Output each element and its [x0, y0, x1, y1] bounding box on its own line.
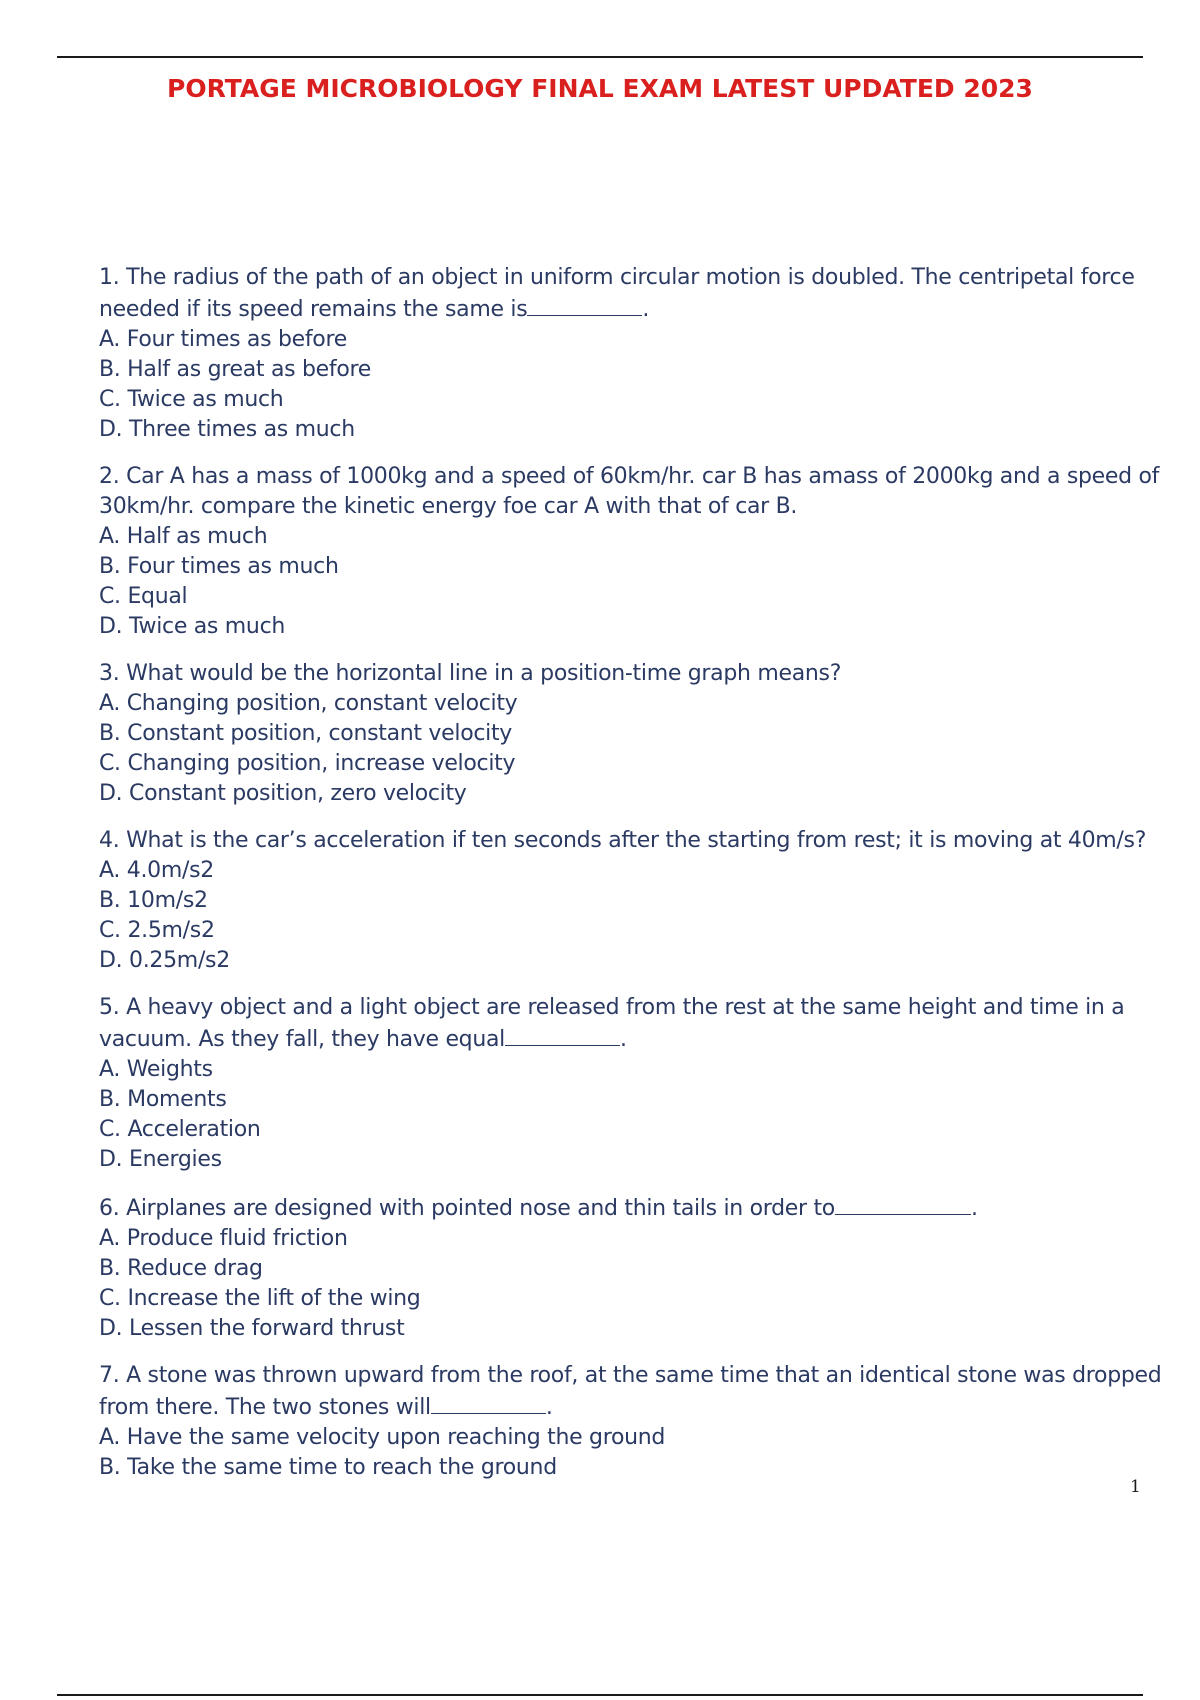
answer-blank: [431, 1391, 546, 1414]
question-3-option-d: D. Constant position, zero velocity: [99, 781, 467, 806]
question-6-line-1-text: 6. Airplanes are designed with pointed nose and thin tails in order to: [99, 1196, 835, 1221]
question-2-option-d: D. Twice as much: [99, 614, 286, 639]
question-1-option-d: D. Three times as much: [99, 417, 355, 442]
top-rule: [57, 56, 1143, 58]
question-7-option-b: B. Take the same time to reach the ground: [99, 1455, 557, 1480]
question-4-option-c: C. 2.5m/s2: [99, 918, 215, 943]
questions-list: [99, 263, 1162, 1500]
question-5-line-2-text: vacuum. As they fall, they have equal: [99, 1027, 505, 1052]
question-1-line-1: 1. The radius of the path of an object in uniform circular motion is doubled. The centripetal force: [99, 265, 1135, 290]
question-1-line-2: [99, 293, 1159, 325]
question-2-option-c: C. Equal: [99, 584, 188, 609]
question-6-option-a: A. Produce fluid friction: [99, 1226, 348, 1251]
question-2-option-a: A. Half as much: [99, 524, 268, 549]
question-1-option-c: C. Twice as much: [99, 387, 284, 412]
question-7-line-2-end: .: [545, 1395, 553, 1420]
question-7-option-a: A. Have the same velocity upon reaching the ground: [99, 1425, 666, 1450]
question-1-line-2-end: .: [642, 297, 650, 322]
answer-blank: [505, 1023, 620, 1046]
question-5-line-1: 5. A heavy object and a light object are released from the rest at the same height and time in a: [99, 995, 1125, 1020]
question-7-line-1: 7. A stone was thrown upward from the roof, at the same time that an identical stone was dropped: [99, 1363, 1162, 1388]
question-5-option-d: D. Energies: [99, 1147, 222, 1172]
question-1-option-a: A. Four times as before: [99, 327, 347, 352]
question-5-line-2: [99, 1023, 1159, 1055]
question-3: [99, 659, 1159, 809]
question-5: [99, 993, 1159, 1175]
question-6-line-1: [99, 1192, 1159, 1224]
question-3-option-b: B. Constant position, constant velocity: [99, 721, 513, 746]
question-6-option-d: D. Lessen the forward thrust: [99, 1316, 405, 1341]
question-3-line-1: 3. What would be the horizontal line in a position-time graph means?: [99, 661, 842, 686]
question-4-line-1: 4. What is the car’s acceleration if ten seconds after the starting from rest; it is moving at 40m/s?: [99, 828, 1147, 853]
question-3-option-c: C. Changing position, increase velocity: [99, 751, 516, 776]
question-6-option-b: B. Reduce drag: [99, 1256, 263, 1281]
question-2-line-2: 30km/hr. compare the kinetic energy foe car A with that of car B.: [99, 494, 798, 519]
question-7-line-2-text: from there. The two stones will: [99, 1395, 431, 1420]
question-4-option-d: D. 0.25m/s2: [99, 948, 230, 973]
answer-blank: [527, 293, 642, 316]
question-7-line-2: [99, 1391, 1159, 1423]
question-5-option-c: C. Acceleration: [99, 1117, 261, 1142]
question-1-option-b: B. Half as great as before: [99, 357, 371, 382]
question-4-option-a: A. 4.0m/s2: [99, 858, 214, 883]
bottom-rule: [57, 1694, 1143, 1696]
question-2-line-1: 2. Car A has a mass of 1000kg and a speed of 60km/hr. car B has amass of 2000kg and a speed of: [99, 464, 1160, 489]
question-6-line-1-end: .: [970, 1196, 978, 1221]
question-5-option-a: A. Weights: [99, 1057, 213, 1082]
question-6: [99, 1192, 1159, 1344]
question-4: [99, 826, 1159, 976]
question-7: [99, 1361, 1162, 1483]
question-2: [99, 462, 1159, 642]
question-5-line-2-end: .: [620, 1027, 627, 1052]
document-title: PORTAGE MICROBIOLOGY FINAL EXAM LATEST UPDATED 2023: [167, 74, 1033, 103]
question-6-option-c: C. Increase the lift of the wing: [99, 1286, 421, 1311]
question-4-option-b: B. 10m/s2: [99, 888, 208, 913]
question-5-option-b: B. Moments: [99, 1087, 227, 1112]
question-1-line-2-text: needed if its speed remains the same is: [99, 297, 528, 322]
answer-blank: [835, 1192, 971, 1215]
question-1: [99, 263, 1159, 445]
question-2-option-b: B. Four times as much: [99, 554, 339, 579]
page-number: 1: [1130, 1477, 1141, 1497]
question-3-option-a: A. Changing position, constant velocity: [99, 691, 518, 716]
